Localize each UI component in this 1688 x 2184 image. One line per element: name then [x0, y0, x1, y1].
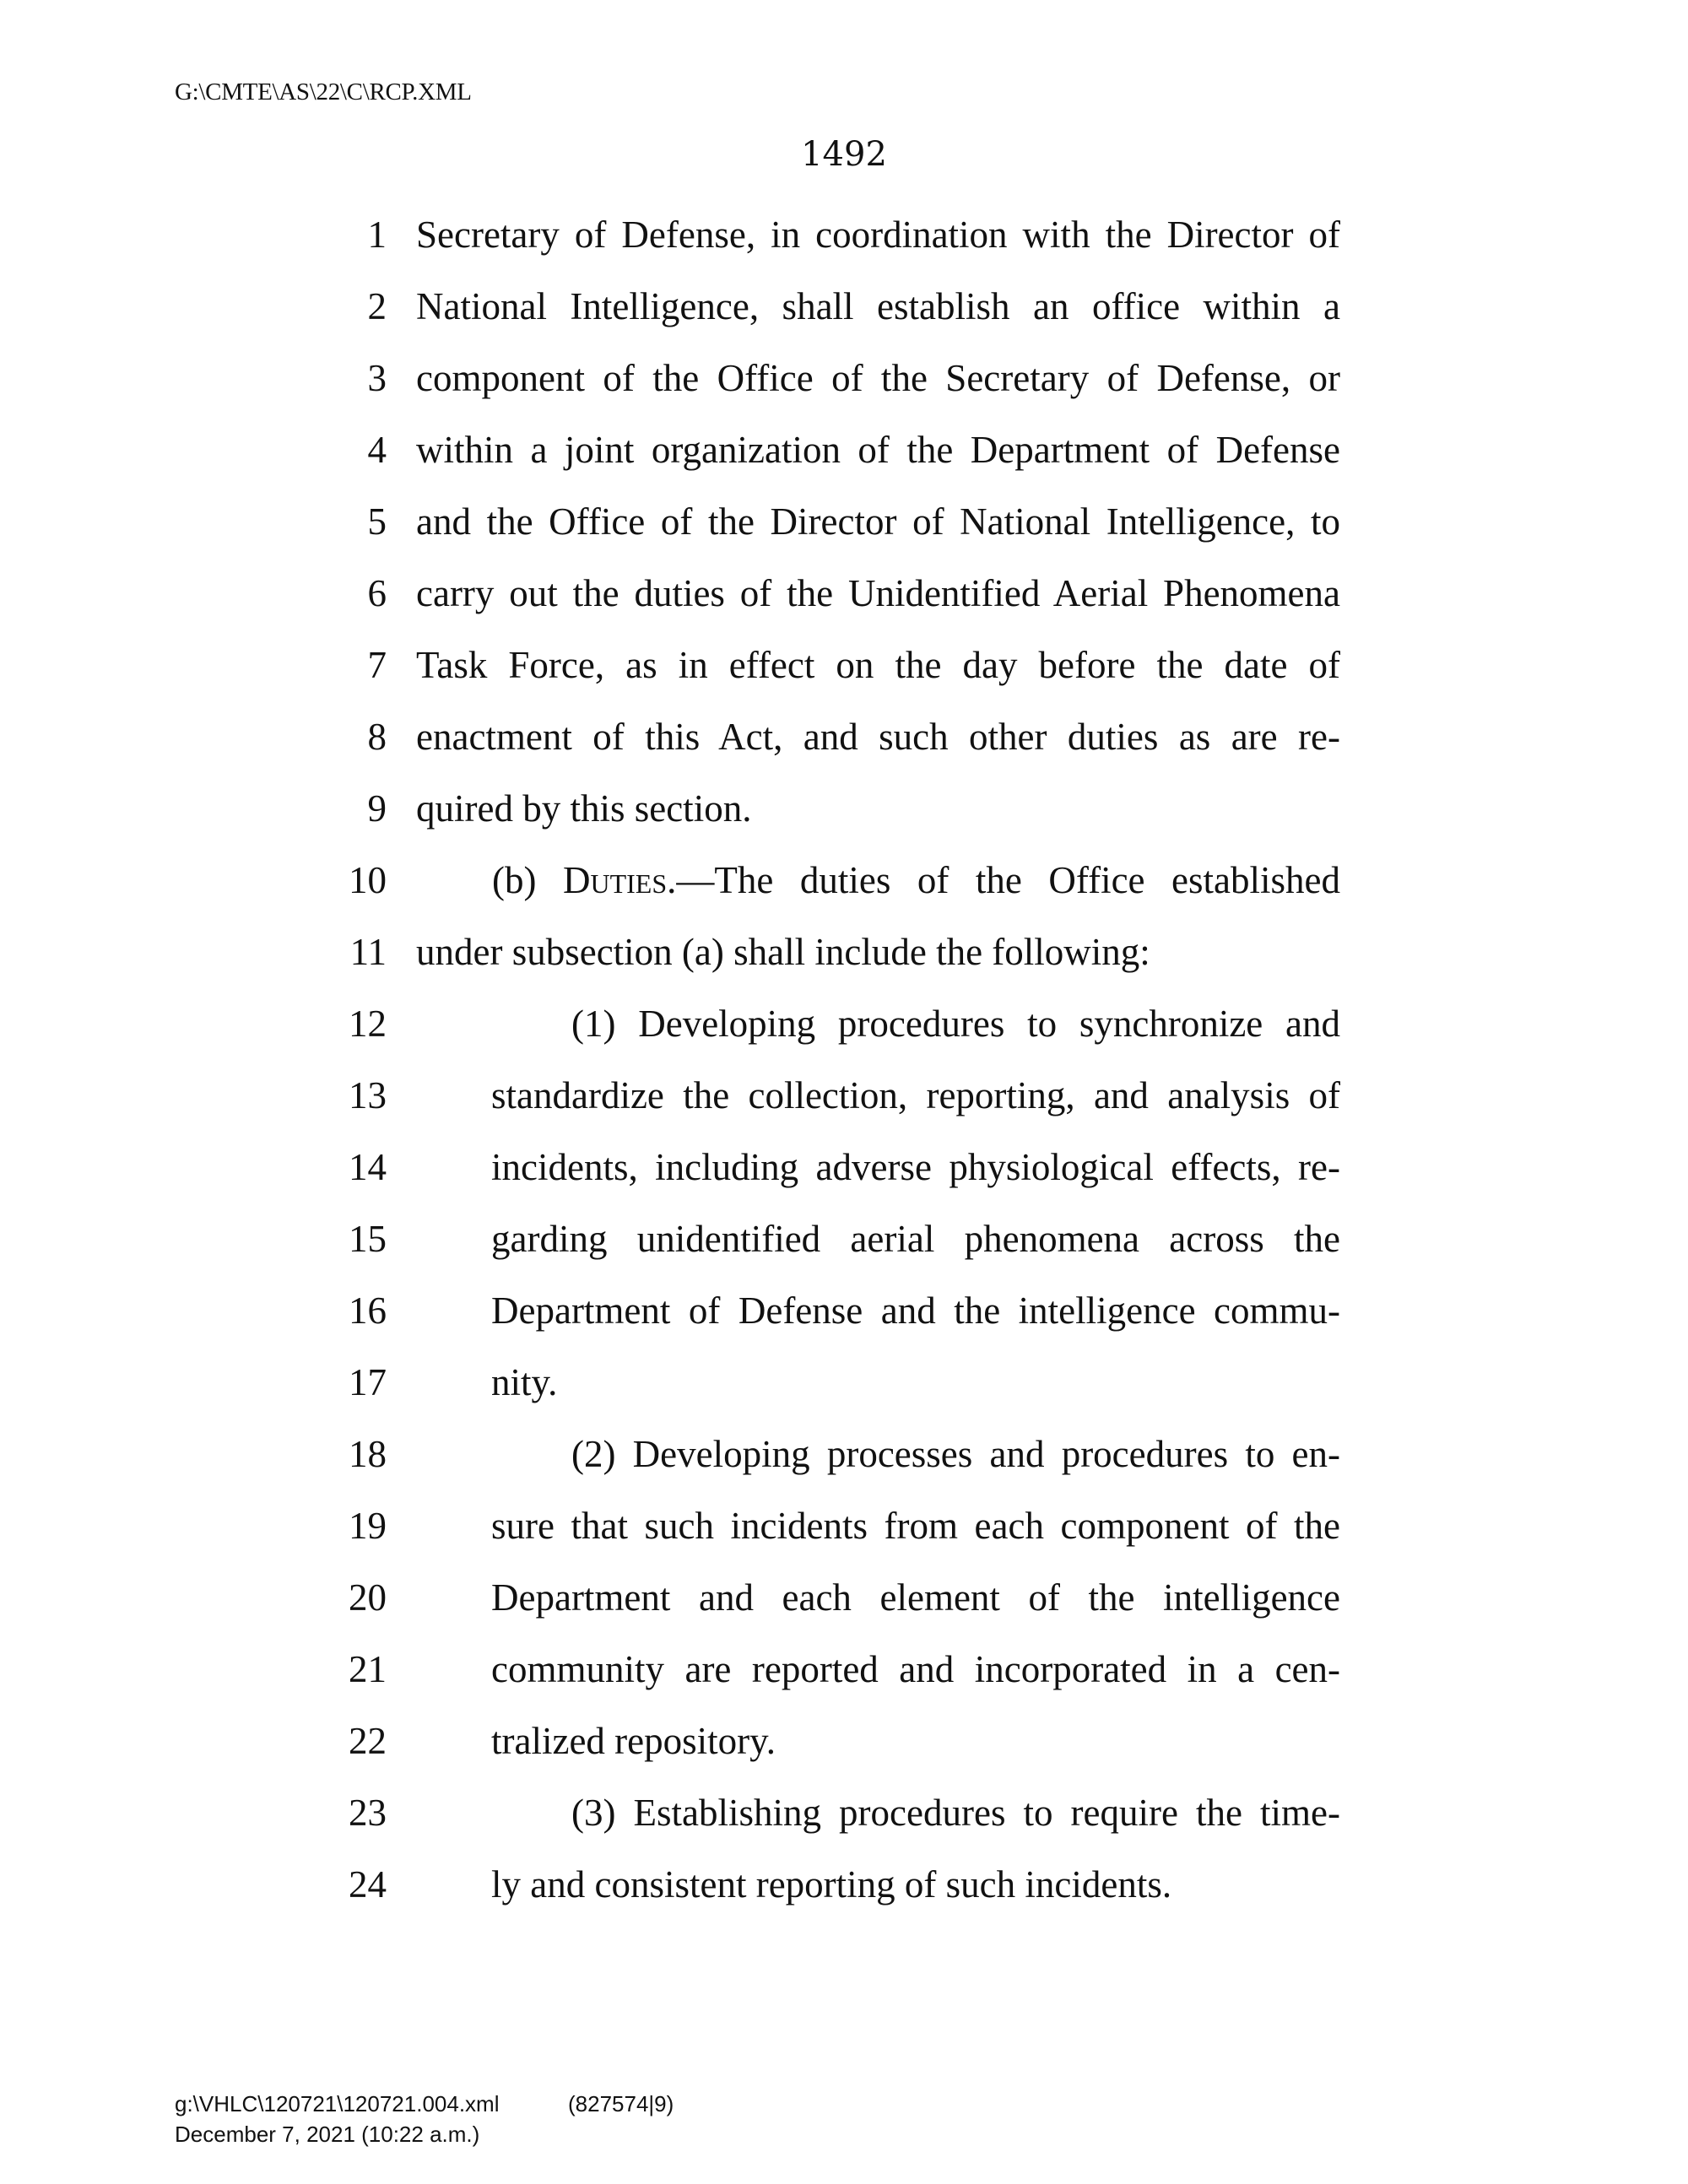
line-number: 14	[349, 1146, 387, 1188]
line-text: and the Office of the Director of National Intelligence, to	[416, 500, 1340, 543]
line-number: 20	[349, 1576, 387, 1619]
numbered-line	[0, 1419, 1688, 1490]
line-text	[492, 845, 1340, 916]
line-number: 10	[349, 859, 387, 901]
numbered-line	[0, 1777, 1688, 1849]
numbered-line	[0, 414, 1688, 486]
line-text: Task Force, as in effect on the day before the date of	[416, 644, 1340, 686]
numbered-line	[0, 1347, 1688, 1419]
line-number: 16	[349, 1289, 387, 1332]
numbered-line	[0, 1203, 1688, 1275]
numbered-line	[0, 916, 1688, 988]
footer-row-timestamp	[175, 2119, 500, 2149]
numbered-line	[0, 343, 1688, 414]
line-text: within a joint organization of the Department of Defense	[416, 429, 1340, 471]
line-text: carry out the duties of the Unidentified Aerial Phenomena	[416, 572, 1340, 614]
numbered-line	[0, 1275, 1688, 1347]
numbered-line	[0, 773, 1688, 845]
line-number: 6	[367, 572, 387, 614]
line-text: Department and each element of the intelligence	[491, 1576, 1340, 1619]
line-number: 3	[367, 357, 387, 399]
line-text: (3) Establishing procedures to require the time-	[571, 1792, 1340, 1834]
numbered-line	[0, 1849, 1688, 1921]
line-number: 2	[367, 285, 387, 327]
footer-source-file: g:\VHLC\120721\120721.004.xml	[175, 2091, 500, 2116]
line-text: community are reported and incorporated in a cen-	[491, 1648, 1340, 1690]
line-text: (2) Developing processes and procedures to en-	[571, 1433, 1340, 1475]
line-number: 13	[349, 1074, 387, 1116]
numbered-line	[0, 486, 1688, 558]
page-number: 1492	[801, 135, 887, 174]
footer-timestamp: December 7, 2021 (10:22 a.m.)	[175, 2122, 480, 2147]
line-number: 4	[367, 429, 387, 471]
line-number: 19	[349, 1505, 387, 1547]
numbered-line	[0, 558, 1688, 630]
line-text: enactment of this Act, and such other duties as are re-	[416, 716, 1340, 758]
line-text: National Intelligence, shall establish an office within a	[416, 285, 1340, 327]
line-text: (1) Developing procedures to synchronize and	[571, 1003, 1340, 1045]
line-number: 1	[367, 214, 387, 256]
numbered-line	[0, 1562, 1688, 1634]
line-number: 8	[367, 716, 387, 758]
line-text: garding unidentified aerial phenomena across the	[491, 1218, 1340, 1260]
numbered-line	[0, 1060, 1688, 1132]
line-text: Secretary of Defense, in coordination with the Director of	[416, 214, 1340, 256]
footer-doc-code: (827574|9)	[568, 2091, 674, 2116]
line-text: incidents, including adverse physiological effects, re-	[491, 1146, 1340, 1188]
line-number: 21	[349, 1648, 387, 1690]
line-text: Department of Defense and the intelligence commu-	[491, 1289, 1340, 1332]
line-text: standardize the collection, reporting, and analysis of	[491, 1074, 1340, 1116]
numbered-line	[0, 845, 1688, 916]
line-number: 23	[349, 1792, 387, 1834]
subsection-heading: Duties	[563, 859, 668, 901]
file-path-header: G:\CMTE\AS\22\C\RCP.XML	[175, 78, 472, 105]
line-text: nity.	[491, 1361, 558, 1403]
numbered-line	[0, 1634, 1688, 1706]
line-number: 7	[367, 644, 387, 686]
line-text: under subsection (a) shall include the following:	[416, 931, 1150, 973]
line-number: 9	[367, 787, 387, 830]
line-number: 12	[349, 1003, 387, 1045]
line-number: 17	[349, 1361, 387, 1403]
subsection-designator: (b)	[492, 859, 563, 901]
line-number: 5	[367, 500, 387, 543]
line-number: 11	[349, 931, 387, 973]
subsection-text: .—The duties of the Office established	[667, 859, 1340, 901]
line-text: sure that such incidents from each component of the	[491, 1505, 1340, 1547]
line-text: ly and consistent reporting of such incidents.	[491, 1863, 1172, 1906]
line-number: 22	[349, 1720, 387, 1762]
numbered-line	[0, 630, 1688, 701]
footer-row-source	[175, 2089, 674, 2119]
line-text: component of the Office of the Secretary of Defense, or	[416, 357, 1340, 399]
line-number: 15	[349, 1218, 387, 1260]
numbered-line	[0, 1706, 1688, 1777]
line-text: quired by this section.	[416, 787, 752, 830]
line-number: 24	[349, 1863, 387, 1906]
line-number: 18	[349, 1433, 387, 1475]
numbered-line	[0, 1490, 1688, 1562]
numbered-line	[0, 271, 1688, 343]
line-text: tralized repository.	[491, 1720, 776, 1762]
document-footer	[175, 2089, 674, 2149]
numbered-line	[0, 1132, 1688, 1203]
numbered-line	[0, 701, 1688, 773]
numbered-line	[0, 988, 1688, 1060]
numbered-line	[0, 199, 1688, 271]
